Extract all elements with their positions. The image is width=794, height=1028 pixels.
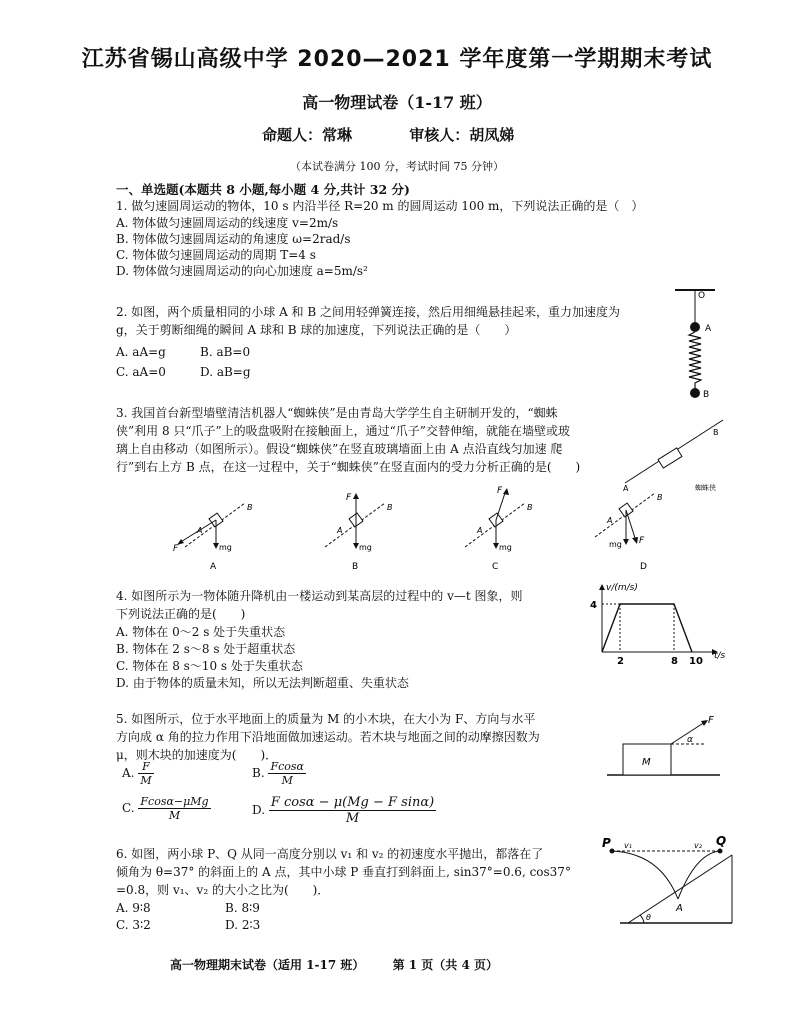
q2-spring-figure xyxy=(665,285,725,410)
section-heading: 一、单选题(本题共 8 小题,每小题 4 分,共计 32 分) xyxy=(116,182,410,197)
authors-line xyxy=(262,124,566,145)
q2-option-c: C. aA=0 xyxy=(116,365,166,379)
q4-option-a: A. 物体在 0～2 s 处于失重状态 xyxy=(116,625,286,639)
q4-option-b: B. 物体在 2 s～8 s 处于超重状态 xyxy=(116,642,296,656)
q6-option-b: B. 8∶9 xyxy=(225,901,260,915)
q3-option-c: C xyxy=(492,562,499,572)
q4-stem-2: 下列说法正确的是( ) xyxy=(116,607,246,621)
q5-stem-3: μ，则木块的加速度为( )． xyxy=(116,748,278,762)
q6-fig-theta: θ xyxy=(646,913,651,922)
q5-a-denominator: M xyxy=(140,774,152,787)
q4-stem-1: 4. 如图所示为一物体随升降机由一楼运动到某高层的过程中的 v—t 图象，则 xyxy=(116,589,523,603)
q5-a-fraction xyxy=(138,760,153,787)
q5-d-denominator: M xyxy=(345,811,360,826)
q4-option-c: C. 物体在 8 s～10 s 处于失重状态 xyxy=(116,659,303,673)
vt-ytick-4: 4 xyxy=(590,600,597,611)
q6-option-d: D. 2∶3 xyxy=(225,918,261,932)
q3-d-a: A xyxy=(607,516,613,525)
q4-option-d: D. 由于物体的质量未知，所以无法判断超重、失重状态 xyxy=(116,676,409,690)
q3-a-a: A xyxy=(197,526,203,535)
q3-diagram-a xyxy=(173,503,253,572)
q5-option-a xyxy=(122,760,154,787)
vt-xtick-10: 10 xyxy=(689,656,703,667)
q6-option-a: A. 9∶8 xyxy=(116,901,151,915)
footer-page-number: 第 1 页（共 4 页） xyxy=(392,958,498,972)
q3-a-mg: mg xyxy=(219,543,232,552)
exam-note: （本试卷满分 100 分，考试时间 75 分钟） xyxy=(290,160,504,173)
q5-option-d xyxy=(252,795,436,826)
q3-fig-b: B xyxy=(713,428,719,437)
q2-stem-2: g，关于剪断细绳的瞬间 A 球和 B 球的加速度，下列说法正确的是（ ） xyxy=(116,323,517,337)
q2-stem-1: 2. 如图，两个质量相同的小球 A 和 B 之间用轻弹簧连接，然后用细绳悬挂起来，重力加速度为 xyxy=(116,305,621,319)
q5-a-label: A. xyxy=(122,766,135,780)
vt-xtick-8: 8 xyxy=(671,656,678,667)
q2-fig-b-label: B xyxy=(703,390,710,400)
q5-option-c xyxy=(122,795,211,822)
q3-stem-2: 侠”利用 8 只“爪子”上的吸盘吸附在接触面上，通过“爪子”交替伸缩，就能在墙壁或玻 xyxy=(116,424,570,438)
reviewer-label: 审核人：胡凤娣 xyxy=(409,126,515,144)
page-footer xyxy=(170,956,522,973)
q1-option-c: C. 物体做匀速圆周运动的周期 T=4 s xyxy=(116,248,316,262)
q6-stem-1: 6. 如图，两小球 P、Q 从同一高度分别以 v₁ 和 v₂ 的初速度水平抛出，都落在了 xyxy=(116,847,544,861)
q3-stem-3: 璃上自由移动（如图所示）。假设“蜘蛛侠”在竖直玻璃墙面上由 A 点沿直线匀加速 爬 xyxy=(116,442,563,456)
vt-xtick-2: 2 xyxy=(617,656,624,667)
q6-stem-2: 倾角为 θ=37° 的斜面上的 A 点，其中小球 P 垂直打到斜面上, sin37°=0.6, cos37° xyxy=(116,865,571,879)
q3-c-b: B xyxy=(527,503,533,512)
q5-d-fraction xyxy=(269,795,436,826)
q5-fig-alpha: α xyxy=(687,735,693,745)
vt-ylabel: v/(m/s) xyxy=(606,583,638,593)
vt-labels xyxy=(590,583,726,667)
q2-fig-a-label: A xyxy=(705,324,712,334)
q2-ball-b xyxy=(690,388,700,398)
q3-diagram-d xyxy=(595,493,663,572)
q5-fig-f: F xyxy=(708,715,714,726)
q3-stem-1: 3. 我国首台新型墙壁清洁机器人“蜘蛛侠”是由青岛大学学生自主研制开发的，“蜘蛛 xyxy=(116,406,558,420)
q3-d-b: B xyxy=(657,493,663,502)
vt-y-arrow xyxy=(599,584,605,590)
q3-diagram-c xyxy=(465,486,533,572)
q5-c-denominator: M xyxy=(168,809,181,822)
q3-b-f: F xyxy=(346,493,352,503)
q5-option-b xyxy=(252,760,306,787)
q3-b-b: B xyxy=(387,503,393,512)
q5-c-label: C. xyxy=(122,801,135,815)
q5-b-numerator: Fcosα xyxy=(270,760,304,773)
q6-fig-q: Q xyxy=(716,834,727,848)
q5-a-numerator: F xyxy=(138,760,153,774)
q3-option-a: A xyxy=(210,562,217,572)
q2-ball-a xyxy=(690,322,700,332)
q5-d-label: D. xyxy=(252,803,266,817)
q6-fig-p: P xyxy=(602,836,611,850)
q3-b-mg: mg xyxy=(359,543,372,552)
q3-stem-4: 行”到右上方 B 点，在这一过程中，关于“蜘蛛侠”在竖直面内的受力分析正确的是( ) xyxy=(116,460,581,474)
q3-force-diagrams xyxy=(165,485,705,575)
q5-stem-1: 5. 如图所示，位于水平地面上的质量为 M 的小木块，在大小为 F、方向与水平 xyxy=(116,712,536,726)
q5-stem-2: 方向成 α 角的拉力作用下沿地面做加速运动。若木块与地面之间的动摩擦因数为 xyxy=(116,730,540,744)
q6-option-c: C. 3∶2 xyxy=(116,918,151,932)
q3-option-d: D xyxy=(640,562,647,572)
vt-axes xyxy=(599,584,718,655)
q1-option-d: D. 物体做匀速圆周运动的向心加速度 a=5m/s² xyxy=(116,264,368,278)
q5-c-fraction xyxy=(138,795,210,822)
vt-xlabel: t/s xyxy=(714,651,726,661)
q3-c-f: F xyxy=(497,486,503,496)
q6-projectile-figure xyxy=(600,835,735,927)
q1-option-a: A. 物体做匀速圆周运动的线速度 v=2m/s xyxy=(116,216,339,230)
q3-spider-figure xyxy=(615,415,730,495)
q6-stem-3: =0.8，则 v₁、v₂ 的大小之比为( )． xyxy=(116,883,330,897)
vt-marks xyxy=(602,604,692,652)
q2-option-b: B. aB=0 xyxy=(200,345,251,359)
q3-fig-label: 蜘蛛侠 xyxy=(695,484,716,492)
q1-option-b: B. 物体做匀速圆周运动的角速度 ω=2rad/s xyxy=(116,232,351,246)
q3-d-mg: mg xyxy=(609,540,622,549)
q3-fig-a: A xyxy=(623,484,629,493)
q5-block-figure xyxy=(605,710,725,785)
q2-option-d: D. aB=g xyxy=(200,365,251,379)
q5-b-label: B. xyxy=(252,766,265,780)
q5-fig-m: M xyxy=(642,757,651,768)
q5-b-fraction xyxy=(268,760,306,787)
exam-title: 江苏省锡山高级中学 2020—2021 学年度第一学期期末考试 xyxy=(81,47,713,72)
q3-d-f: F xyxy=(639,536,645,546)
q6-fig-v2: v₂ xyxy=(694,841,702,850)
q3-option-b: B xyxy=(352,562,359,572)
q6-fig-v1: v₁ xyxy=(624,841,632,850)
q5-b-denominator: M xyxy=(281,774,293,787)
footer-exam-name: 高一物理期末试卷（适用 1-17 班） xyxy=(170,958,365,972)
q3-a-b: B xyxy=(247,503,253,512)
q6-fig-a: A xyxy=(676,903,683,914)
q3-c-a: A xyxy=(477,526,483,535)
author-label: 命题人：常琳 xyxy=(262,126,353,144)
q5-c-numerator: Fcosα−μMg xyxy=(140,795,209,808)
q3-a-f: F xyxy=(173,544,179,554)
q3-c-mg: mg xyxy=(499,543,512,552)
exam-subtitle: 高一物理试卷（1-17 班） xyxy=(302,93,492,112)
q1-stem: 1. 做匀速圆周运动的物体，10 s 内沿半径 R=20 m 的圆周运动 100 m，下列说法正确的是（ ） xyxy=(116,199,644,213)
q5-d-numerator: F cosα − μ(Mg − F sinα) xyxy=(270,795,435,810)
q2-fig-o-label: O xyxy=(698,291,706,301)
q2-option-a: A. aA=g xyxy=(116,345,166,359)
q4-vt-chart xyxy=(572,580,726,675)
q3-b-a: A xyxy=(337,526,343,535)
q3-diagram-b xyxy=(325,493,393,572)
vt-series-line xyxy=(602,604,692,652)
